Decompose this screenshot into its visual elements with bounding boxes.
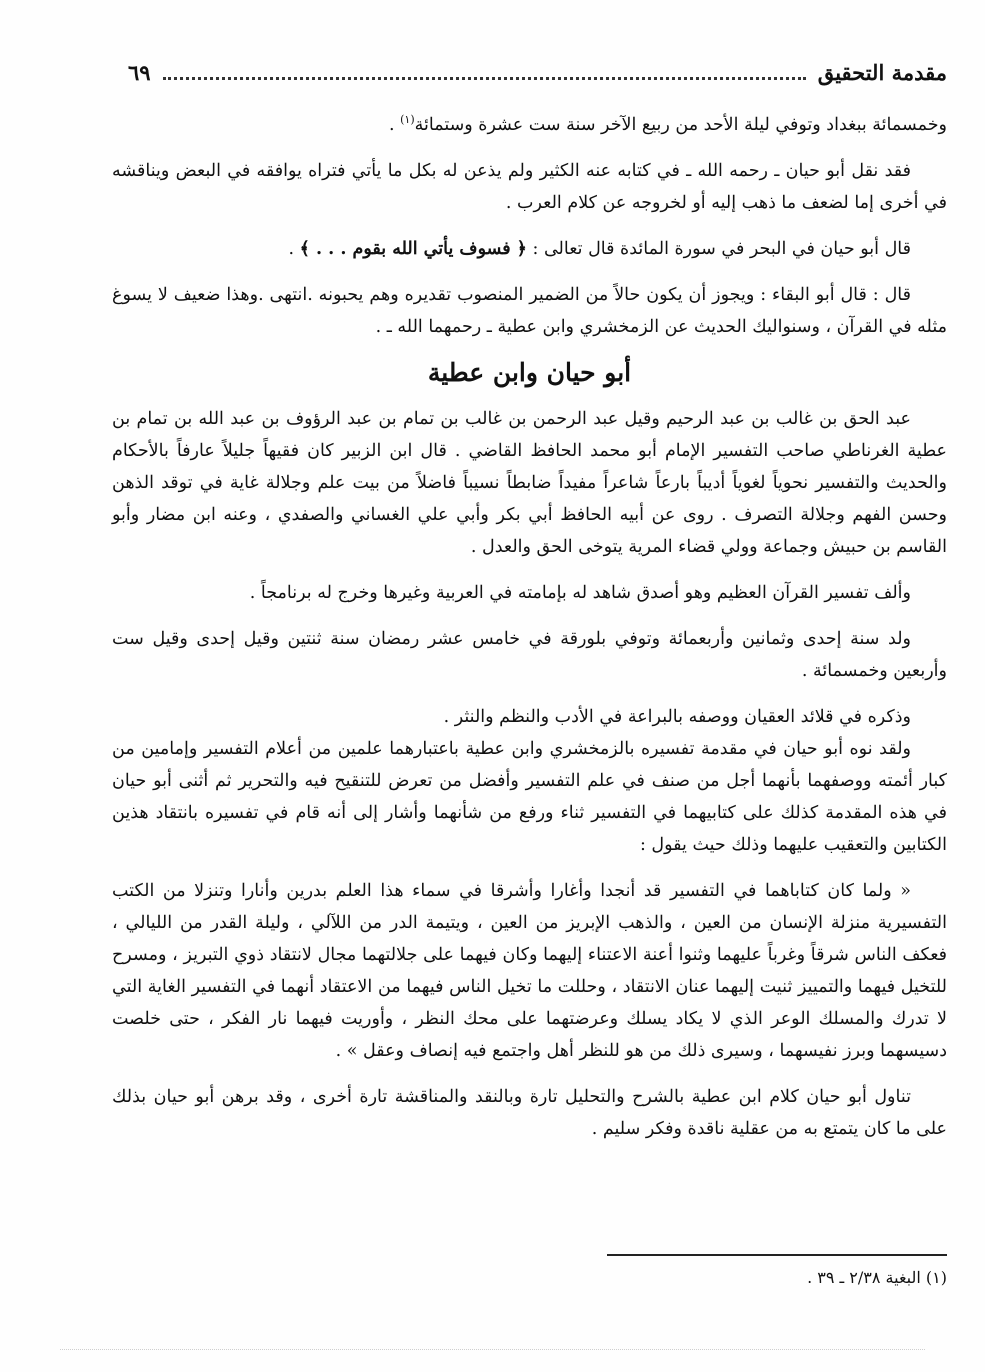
paragraph-quotation: « ولما كان كتاباهما في التفسير قد أنجدا وأغارا وأشرقا في سماء هذا العلم بدرين وأنارا وتنزلا من الكتب التفسيرية منزلة الإنسان من العين ، والذهب الإبريز من العين ، ويتيمة الدر من اللآلي ، وليلة القدر من الليالي ، فعكف الناس شرقاً وغرباً عليهما وثنوا أعنة الاعتناء إليهما وكان فيهما على جلالتهما مجال لانتقاد ذوي التبريز ، ومسرح للتخيل فيهما والتمييز ثنيت إليهما عنان الانتقاد ، وحللت ما تخيل الناس فيهما من الاعتقاد أنهما في التفسير الغاية التي لا تدرك والمسلك الوعر الذي لا يكاد يسلك وعرضتهما على محك النظر ، وأوريت فيهما نار الفكر ، حتى خلصت دسيسهما وبرز نفيسهما ، وسيرى ذلك من هو للنظر أهل واجتمع فيه إنصاف وعقل » . [112, 880, 948, 1061]
paragraph-conclusion: تناول أبو حيان كلام ابن عطية بالشرح والتحليل تارة وبالنقد والمناقشة تارة أخرى ، وقد برهن أبو حيان بذلك على ما كان يتمتع به من عقلية ناقدة وفكر سليم . [112, 1086, 947, 1139]
header-title: مقدمة التحقيق [817, 59, 947, 85]
paragraph-tafsir-authored: وألف تفسير القرآن العظيم وهو أصدق شاهد له بإمامته في العربية وغيرها وخرج له برنامجاً . [249, 582, 911, 603]
citation-end: . [288, 238, 300, 259]
quran-verse: ﴿ فسوف يأتي الله بقوم . . . ﴾ [299, 238, 527, 259]
paragraph-text: وخمسمائة ببغداد وتوفي ليلة الأحد من ربيع الآخر سنة ست عشرة وستمائة [414, 114, 947, 135]
footnote-reference: (١) [400, 113, 415, 126]
paragraph-birth-death: ولد سنة إحدى وثمانين وأربعمائة وتوفي بلورقة في خامس عشر رمضان سنة ثنتين وقيل إحدى وقيل ست وأربعين وخمسمائة . [112, 628, 947, 681]
paragraph-abu-hayyan-quotes: فقد نقل أبو حيان ـ رحمه الله ـ في كتابه عنه الكثير ولم يذعن له بكل ما يأتي فتراه يوافقه في البعض ويناقشه في أخرى إما لضعف ما ذهب إليه أو لخروجه عن كلام العرب . [112, 160, 947, 213]
paragraph-continuation [112, 104, 947, 141]
paragraph-praise: ولقد نوه أبو حيان في مقدمة تفسيره بالزمخشري وابن عطية باعتبارهما علمين من أعلام التفسير وإمامين من كبار أئمته ووصفهما بأنهما أجل من صنف في علم التفسير وأفضل من تعرض للتنقيح فيه والتحرير ثم أثنى أبو حيان في هذه المقدمة كذلك على كتابيهما في التفسير ثناء ورفع من شأنهما وأشار إلى أنه قام في تفسيره بانتقاد هذين الكتابين والتعقيب عليهما وذلك حيث يقول : [112, 738, 947, 855]
footnote-divider [607, 1254, 947, 1256]
running-header [128, 54, 947, 90]
header-dotted-leader [163, 77, 806, 80]
paragraph-biography: عبد الحق بن غالب بن عبد الرحيم وقيل عبد الرحمن بن غالب بن تمام بن عبد الرؤوف بن عبد الله بن تمام بن عطية الغرناطي صاحب التفسير الإمام أبو محمد الحافظ القاضي . قال ابن الزبير كان فقيهاً جليلاً عارفاً بالأحكام والحديث والتفسير نحوياً لغوياً أديباً بارعاً شاعراً مفيداً ضابطاً نسيباً فاضلاً من بيت علم وجلالة غاية في توقد الذهن وحسن الفهم وجلالة التصرف . روى عن أبيه الحافظ أبي بكر وأبي علي الغساني والصفدي ، وعنه ابن مضار وأبو القاسم بن حبيش وجماعة وولي قضاء المرية يتوخى الحق والعدل . [112, 408, 947, 557]
page-body [112, 104, 947, 1159]
footnote: (١) البغية ٢/٣٨ ـ ٣٩ . [807, 1268, 947, 1287]
page-number: ٦٩ [128, 59, 151, 85]
section-heading: أبو حيان وابن عطية [427, 357, 632, 387]
paragraph-abu-al-baqa: قال : قال أبو البقاء : ويجوز أن يكون حالاً من الضمير المنصوب تقديره وهم يحبونه .انتهى .وهذا ضعيف لا يسوغ مثله في القرآن ، وسنواليك الحديث عن الزمخشري وابن عطية ـ رحمهما الله ـ . [112, 284, 947, 337]
paragraph-end: . [388, 114, 401, 135]
citation-intro: قال أبو حيان في البحر في سورة المائدة قال تعالى : [526, 238, 911, 259]
scan-noise-line [60, 1349, 925, 1352]
paragraph-quran-citation [112, 233, 947, 265]
paragraph-qalaid: وذكره في قلائد العقيان ووصفه بالبراعة في الأدب والنظم والنثر . [443, 706, 911, 727]
